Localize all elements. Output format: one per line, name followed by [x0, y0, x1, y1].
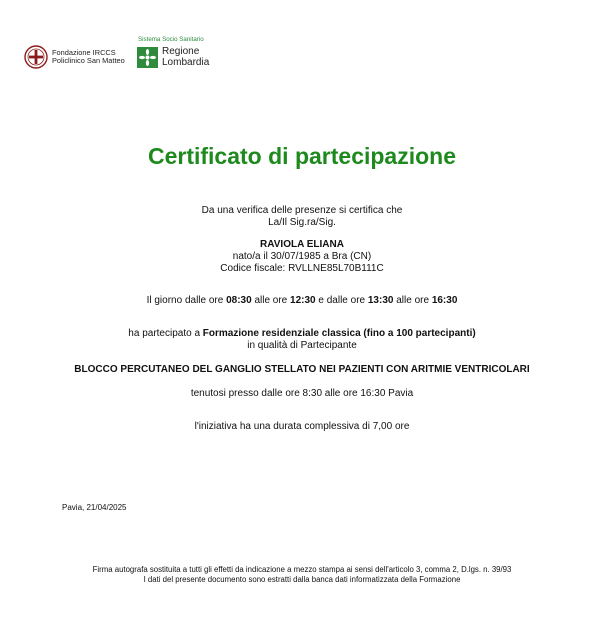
schedule-line: [0, 295, 604, 306]
schedule-time-1: 08:30: [226, 295, 252, 306]
certificate-title: Certificato di partecipazione: [147, 143, 456, 169]
place-date: Pavia, 21/04/2025: [62, 503, 127, 512]
schedule-prefix: Il giorno dalle ore: [146, 295, 227, 306]
schedule-mid-1: alle ore: [251, 295, 291, 306]
schedule-time-2: 12:30: [290, 295, 316, 306]
footer-data-source: I dati del presente documento sono estratti dalla banca dati informatizzata della Formazione: [143, 575, 461, 584]
schedule-time-3: 13:30: [367, 295, 394, 306]
participant-name: RAVIOLA ELIANA: [260, 239, 344, 250]
lombardia-logo: [137, 47, 209, 68]
participant-birth: nato/a il 30/07/1985 a Bra (CN): [232, 251, 372, 262]
participation-format: Formazione residenziale classica (fino a 100 partecipanti): [202, 328, 476, 339]
sanmatteo-logo: [24, 45, 125, 69]
intro-line: Da una verifica delle presenze si certifica che: [201, 205, 403, 216]
system-label: Sistema Socio Sanitario: [138, 36, 204, 43]
sanmatteo-line1: Fondazione IRCCS: [52, 47, 116, 57]
participation-role: in qualità di Partecipante: [247, 340, 357, 351]
sanmatteo-seal-icon: [24, 45, 48, 69]
course-title: BLOCCO PERCUTANEO DEL GANGLIO STELLATO NEI PAZIENTI CON ARITMIE VENTRICOLARI: [74, 364, 530, 375]
duration-line: l'iniziativa ha una durata complessiva di 7,00 ore: [194, 421, 410, 432]
salutation-line: La/Il Sig.ra/Sig.: [268, 217, 336, 228]
participation-line: [0, 328, 604, 339]
schedule-mid-3: alle ore: [393, 295, 432, 306]
lombardia-line2: Lombardia: [162, 56, 210, 68]
schedule-time-4: 16:30: [431, 295, 458, 306]
sanmatteo-line2: Policlinico San Matteo: [52, 56, 125, 65]
venue-line: tenutosi presso dalle ore 8:30 alle ore 16:30 Pavia: [190, 388, 414, 399]
participation-prefix: ha partecipato a: [128, 328, 203, 339]
lombardia-mark-icon: [137, 47, 158, 68]
participant-fiscal-code: Codice fiscale: RVLLNE85L70B111C: [220, 263, 384, 274]
footer-signature-note: Firma autografa sostituita a tutti gli effetti da indicazione a mezzo stampa ai sensi dell'articolo 3, comma 2, D.lgs. n. 39/93: [92, 565, 512, 574]
lombardia-line1: Regione: [162, 46, 200, 57]
schedule-mid-2: e dalle ore: [315, 295, 368, 306]
